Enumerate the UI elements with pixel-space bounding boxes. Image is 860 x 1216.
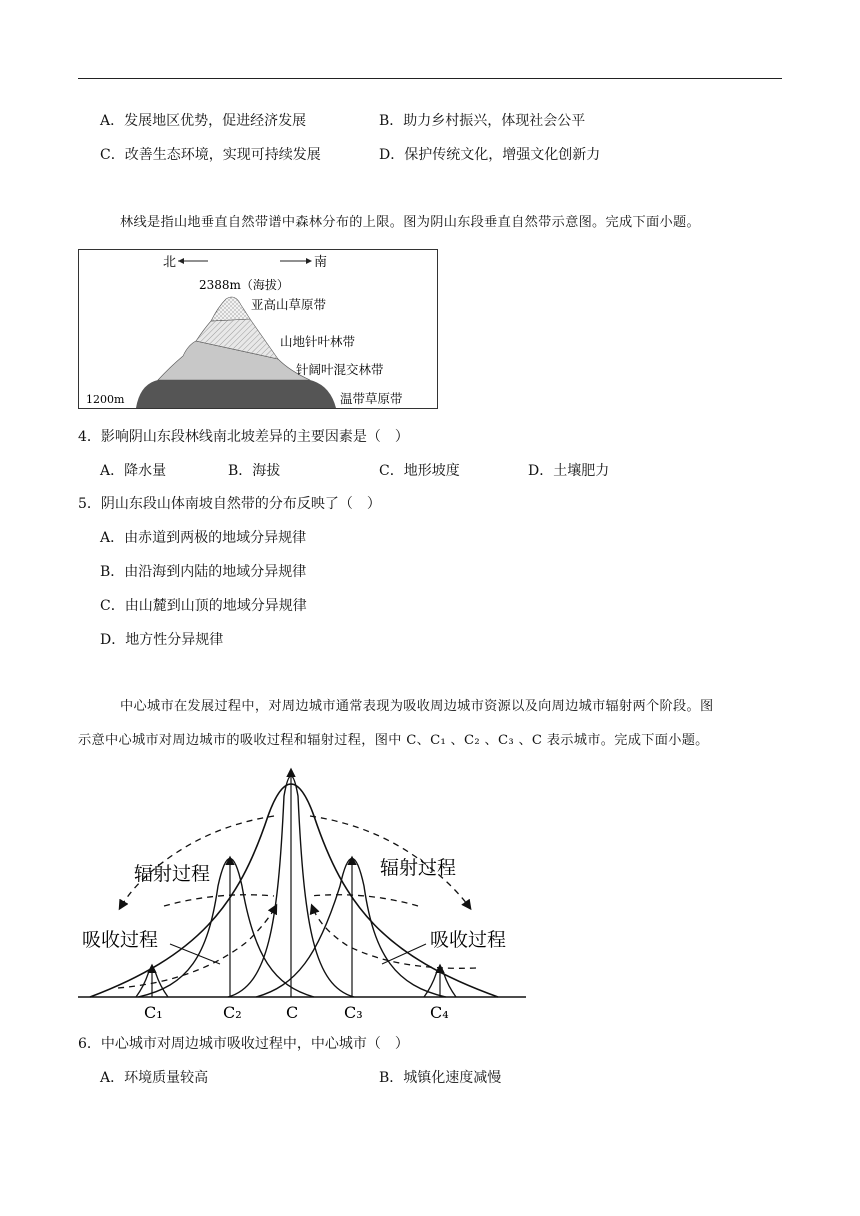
q3-option-c: C．改善生态环境，实现可持续发展 [100,147,321,163]
q5-stem: 5．阴山东段山体南坡自然带的分布反映了（ ） [78,496,381,512]
header-rule [78,78,782,79]
q5-option-a: A．由赤道到两极的地域分异规律 [100,530,307,546]
city-label-c: C [286,1003,299,1022]
peak-altitude-label: 2388m（海拔） [199,278,289,292]
radiation-arrow-left [120,816,274,908]
city-label-c3: C₃ [344,1003,363,1022]
q3-option-a: A．发展地区优势，促进经济发展 [100,113,307,129]
q4-option-d: D．土壤肥力 [528,463,610,479]
q6-option-a: A．环境质量较高 [100,1070,209,1086]
vertical-zone-diagram [78,249,438,409]
intro-paragraph-2-line-1: 中心城市在发展过程中，对周边城市通常表现为吸收周边城市资源以及向周边城市辐射两个阶段。图 [120,699,714,714]
q3-option-b: B．助力乡村振兴，体现社会公平 [379,113,586,129]
intro-paragraph-2-line-2: 示意中心城市对周边城市的吸收过程和辐射过程，图中 C、C₁ 、C₂ 、C₃ 、C 表示城市。完成下面小题。 [78,733,709,748]
zone-label-coniferous: 山地针叶林带 [280,334,356,349]
q4-option-a: A．降水量 [100,463,167,479]
radiation-arc-right [310,895,418,906]
radiation-arc-left [164,895,274,906]
zone-label-steppe: 温带草原带 [340,391,403,406]
zone-label-subalpine: 亚高山草原带 [251,297,327,312]
temperate-steppe-zone [136,380,336,408]
q5-option-d: D．地方性分异规律 [100,632,224,648]
north-label: 北 [163,255,177,270]
city-label-c1: C₁ [144,1003,163,1022]
q4-stem: 4．影响阴山东段林线南北坡差异的主要因素是（ ） [78,429,409,445]
city-label-c2: C₂ [223,1003,242,1022]
radiation-label-right: 辐射过程 [380,857,457,879]
south-label: 南 [314,255,328,270]
radiation-label-left: 辐射过程 [134,863,211,885]
q5-option-b: B．由沿海到内陆的地域分异规律 [100,564,307,580]
city-radiation-diagram [78,756,528,1024]
q6-option-b: B．城镇化速度减慢 [379,1070,502,1086]
c3-curve [256,859,446,998]
absorption-label-left: 吸收过程 [82,929,159,951]
intro-paragraph-1: 林线是指山地垂直自然带谱中森林分布的上限。图为阴山东段垂直自然带示意图。完成下面小题。 [120,215,700,230]
absorption-label-right: 吸收过程 [430,929,507,951]
city-label-c4: C₄ [430,1003,449,1022]
q4-option-b: B．海拔 [228,463,281,479]
q5-option-c: C．由山麓到山顶的地域分异规律 [100,598,307,614]
q3-option-d: D．保护传统文化，增强文化创新力 [379,147,601,163]
central-city-curve [90,784,498,997]
zone-label-mixed: 针阔叶混交林带 [296,362,384,377]
q4-option-c: C．地形坡度 [379,463,460,479]
q6-stem: 6．中心城市对周边城市吸收过程中，中心城市（ ） [78,1036,409,1052]
base-altitude-label: 1200m [86,393,125,406]
